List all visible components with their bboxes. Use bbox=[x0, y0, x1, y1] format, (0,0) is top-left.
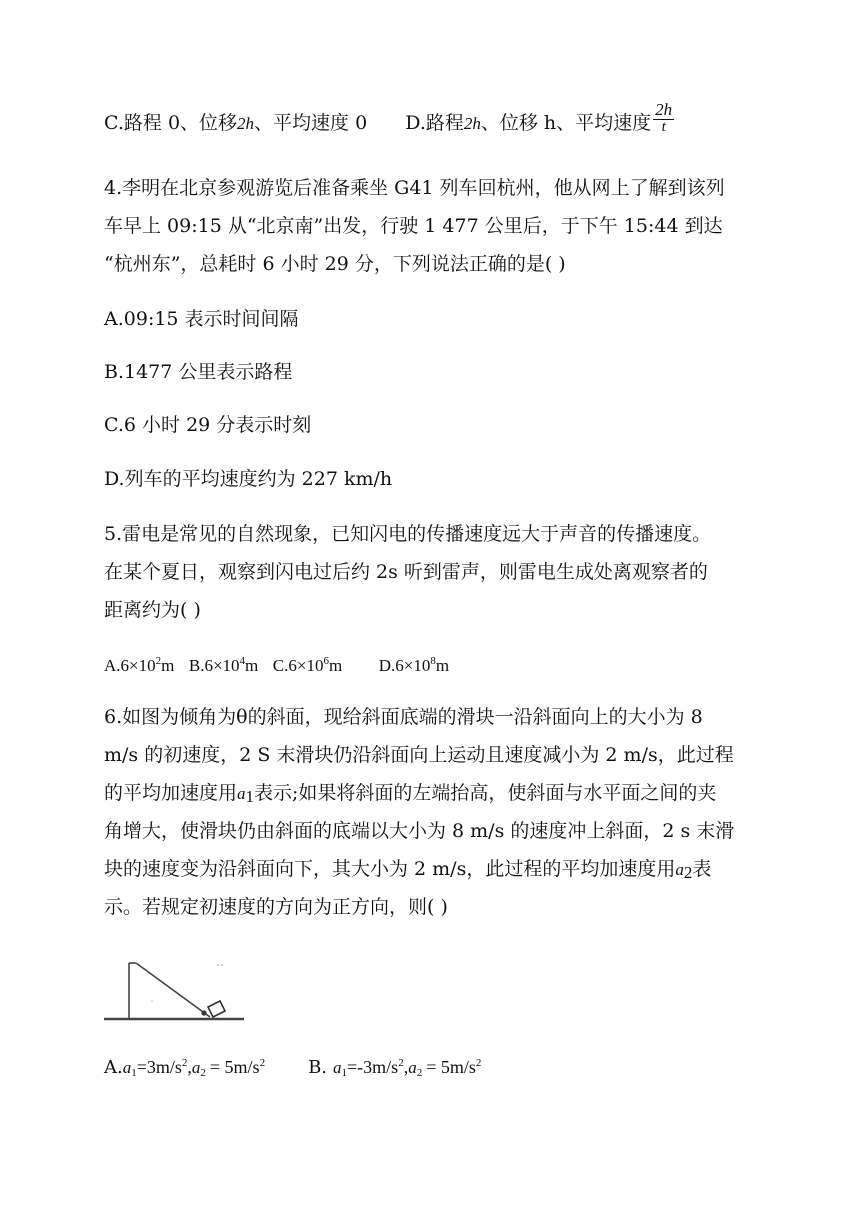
squared: 2 bbox=[398, 1057, 404, 1069]
squared: 2 bbox=[475, 1057, 482, 1069]
option-unit: m bbox=[161, 656, 175, 675]
q5-stem-line-1: 5.雷电是常见的自然现象，已知闪电的传播速度远大于声音的传播速度。 bbox=[104, 523, 712, 545]
q6-line-5-subscript: 2 bbox=[683, 863, 693, 882]
a2-value: = 5m/s bbox=[209, 1057, 260, 1077]
q6-option-a bbox=[104, 1057, 270, 1077]
a1-variable: a bbox=[122, 1058, 132, 1077]
option-exponent: 4 bbox=[239, 655, 246, 667]
q6-stem-line-2: m/s 的初速度，2 S 末滑块仍沿斜面向上运动且速度减小为 2 m/s，此过程 bbox=[104, 744, 734, 766]
q4-stem-line-1: 4.李明在北京参观游览后准备乘坐 G41 列车回杭州，他从网上了解到该列 bbox=[104, 177, 725, 199]
q6-line-3-variable: a bbox=[237, 784, 246, 803]
q5-option-d bbox=[379, 656, 449, 675]
option-exponent: 6 bbox=[323, 655, 329, 667]
option-exponent: 8 bbox=[430, 655, 436, 667]
q3-option-c-suffix: 、平均速度 0 bbox=[254, 112, 368, 135]
q6-stem-line-3 bbox=[104, 782, 717, 806]
option-label: A. bbox=[104, 656, 121, 675]
q4-option-b: B.1477 公里表示路程 bbox=[104, 361, 293, 383]
option-base: 6×10 bbox=[288, 656, 324, 675]
q6-line-5-variable: a bbox=[675, 860, 684, 879]
squared: 2 bbox=[181, 1057, 188, 1069]
q6-stem-line-1: 6.如图为倾角为θ的斜面，现给斜面底端的滑块一沿斜面向上的大小为 8 bbox=[104, 706, 703, 728]
q6-stem-line-5 bbox=[104, 858, 712, 882]
option-label: B. bbox=[188, 656, 205, 675]
q4-stem-line-2: 车早上 09:15 从“北京南”出发，行驶 1 477 公里后，于下午 15:44 到达 bbox=[104, 215, 723, 237]
a2-subscript: 2 bbox=[416, 1067, 423, 1079]
a1-value: =-3m/s bbox=[347, 1057, 399, 1077]
figure-speck bbox=[151, 1000, 153, 1002]
q5-stem-line-2: 在某个夏日，观察到闪电过后约 2s 听到雷声，则雷电生成处离观察者的 bbox=[104, 561, 708, 583]
option-label: A. bbox=[104, 1057, 123, 1078]
slider-block bbox=[208, 1001, 225, 1017]
slider-dot bbox=[201, 1010, 206, 1015]
q4-option-d: D.列车的平均速度约为 227 km/h bbox=[104, 468, 393, 490]
q5-option-c bbox=[273, 656, 342, 675]
a2-value: = 5m/s bbox=[426, 1057, 476, 1077]
q4-stem-line-3: “杭州东”，总耗时 6 小时 29 分，下列说法正确的是( ) bbox=[104, 253, 566, 275]
q6-stem-line-4: 角增大，使滑块仍由斜面的底端以大小为 8 m/s 的速度冲上斜面，2 s 末滑 bbox=[104, 820, 735, 842]
q3-options-line bbox=[104, 100, 674, 136]
q4-option-a: A.09:15 表示时间间隔 bbox=[104, 308, 299, 330]
q3-option-d-prefix: D.路程 bbox=[405, 112, 464, 135]
q5-option-b bbox=[189, 656, 258, 675]
squared: 2 bbox=[259, 1057, 266, 1069]
q5-options-line bbox=[104, 657, 449, 674]
option-unit: m bbox=[435, 656, 450, 675]
incline-slope bbox=[136, 963, 210, 1017]
a1-value: =3m/s bbox=[136, 1057, 182, 1077]
option-label: D. bbox=[378, 656, 396, 675]
q3-option-d-middle: 、位移 h、平均速度 bbox=[480, 112, 652, 135]
a2-subscript: 2 bbox=[200, 1067, 206, 1079]
q3-option-d-fraction bbox=[653, 101, 674, 136]
a1-subscript: 1 bbox=[131, 1067, 137, 1079]
q6-options-line bbox=[104, 1058, 481, 1077]
q3-option-d-distance: 2h bbox=[463, 114, 481, 134]
option-label: B. bbox=[308, 1057, 328, 1078]
q3-option-c bbox=[104, 112, 373, 134]
q6-line-5-prefix: 块的速度变为沿斜面向下，其大小为 2 m/s，此过程的平均加速度用 bbox=[104, 858, 676, 880]
q3-option-d bbox=[405, 100, 674, 135]
a2-variable: a bbox=[408, 1058, 417, 1077]
fraction-denominator: t bbox=[661, 118, 666, 135]
figure-speck bbox=[221, 964, 223, 966]
comma: , bbox=[187, 1057, 192, 1077]
q6-stem-line-6: 示。若规定初速度的方向为正方向，则( ) bbox=[104, 896, 448, 918]
a1-subscript: 1 bbox=[341, 1067, 348, 1079]
option-exponent: 2 bbox=[155, 655, 162, 667]
option-label: C. bbox=[272, 656, 289, 675]
figure-speck bbox=[217, 964, 219, 966]
q3-option-c-prefix: C.路程 0、位移 bbox=[104, 112, 238, 135]
q6-line-3-subscript: 1 bbox=[245, 787, 255, 806]
option-base: 6×10 bbox=[120, 656, 156, 675]
option-base: 6×10 bbox=[204, 656, 240, 675]
option-base: 6×10 bbox=[395, 656, 431, 675]
q6-line-3-suffix: 表示;如果将斜面的左端抬高，使斜面与水平面之间的夹 bbox=[254, 782, 717, 804]
q6-line-3-prefix: 的平均加速度用 bbox=[104, 782, 238, 804]
q5-stem-line-3: 距离约为( ) bbox=[104, 599, 201, 621]
fraction-numerator: 2h bbox=[655, 100, 673, 119]
q3-option-c-displacement: 2h bbox=[237, 114, 255, 134]
incline-figure bbox=[104, 955, 246, 1027]
q6-line-5-suffix: 表 bbox=[692, 858, 712, 880]
a2-variable: a bbox=[191, 1058, 201, 1077]
q6-option-b bbox=[308, 1057, 481, 1077]
option-unit: m bbox=[328, 656, 343, 675]
q4-option-c: C.6 小时 29 分表示时刻 bbox=[104, 414, 312, 436]
q5-option-a bbox=[104, 656, 174, 675]
option-unit: m bbox=[245, 656, 259, 675]
comma: , bbox=[403, 1057, 409, 1077]
a1-variable: a bbox=[333, 1058, 342, 1077]
